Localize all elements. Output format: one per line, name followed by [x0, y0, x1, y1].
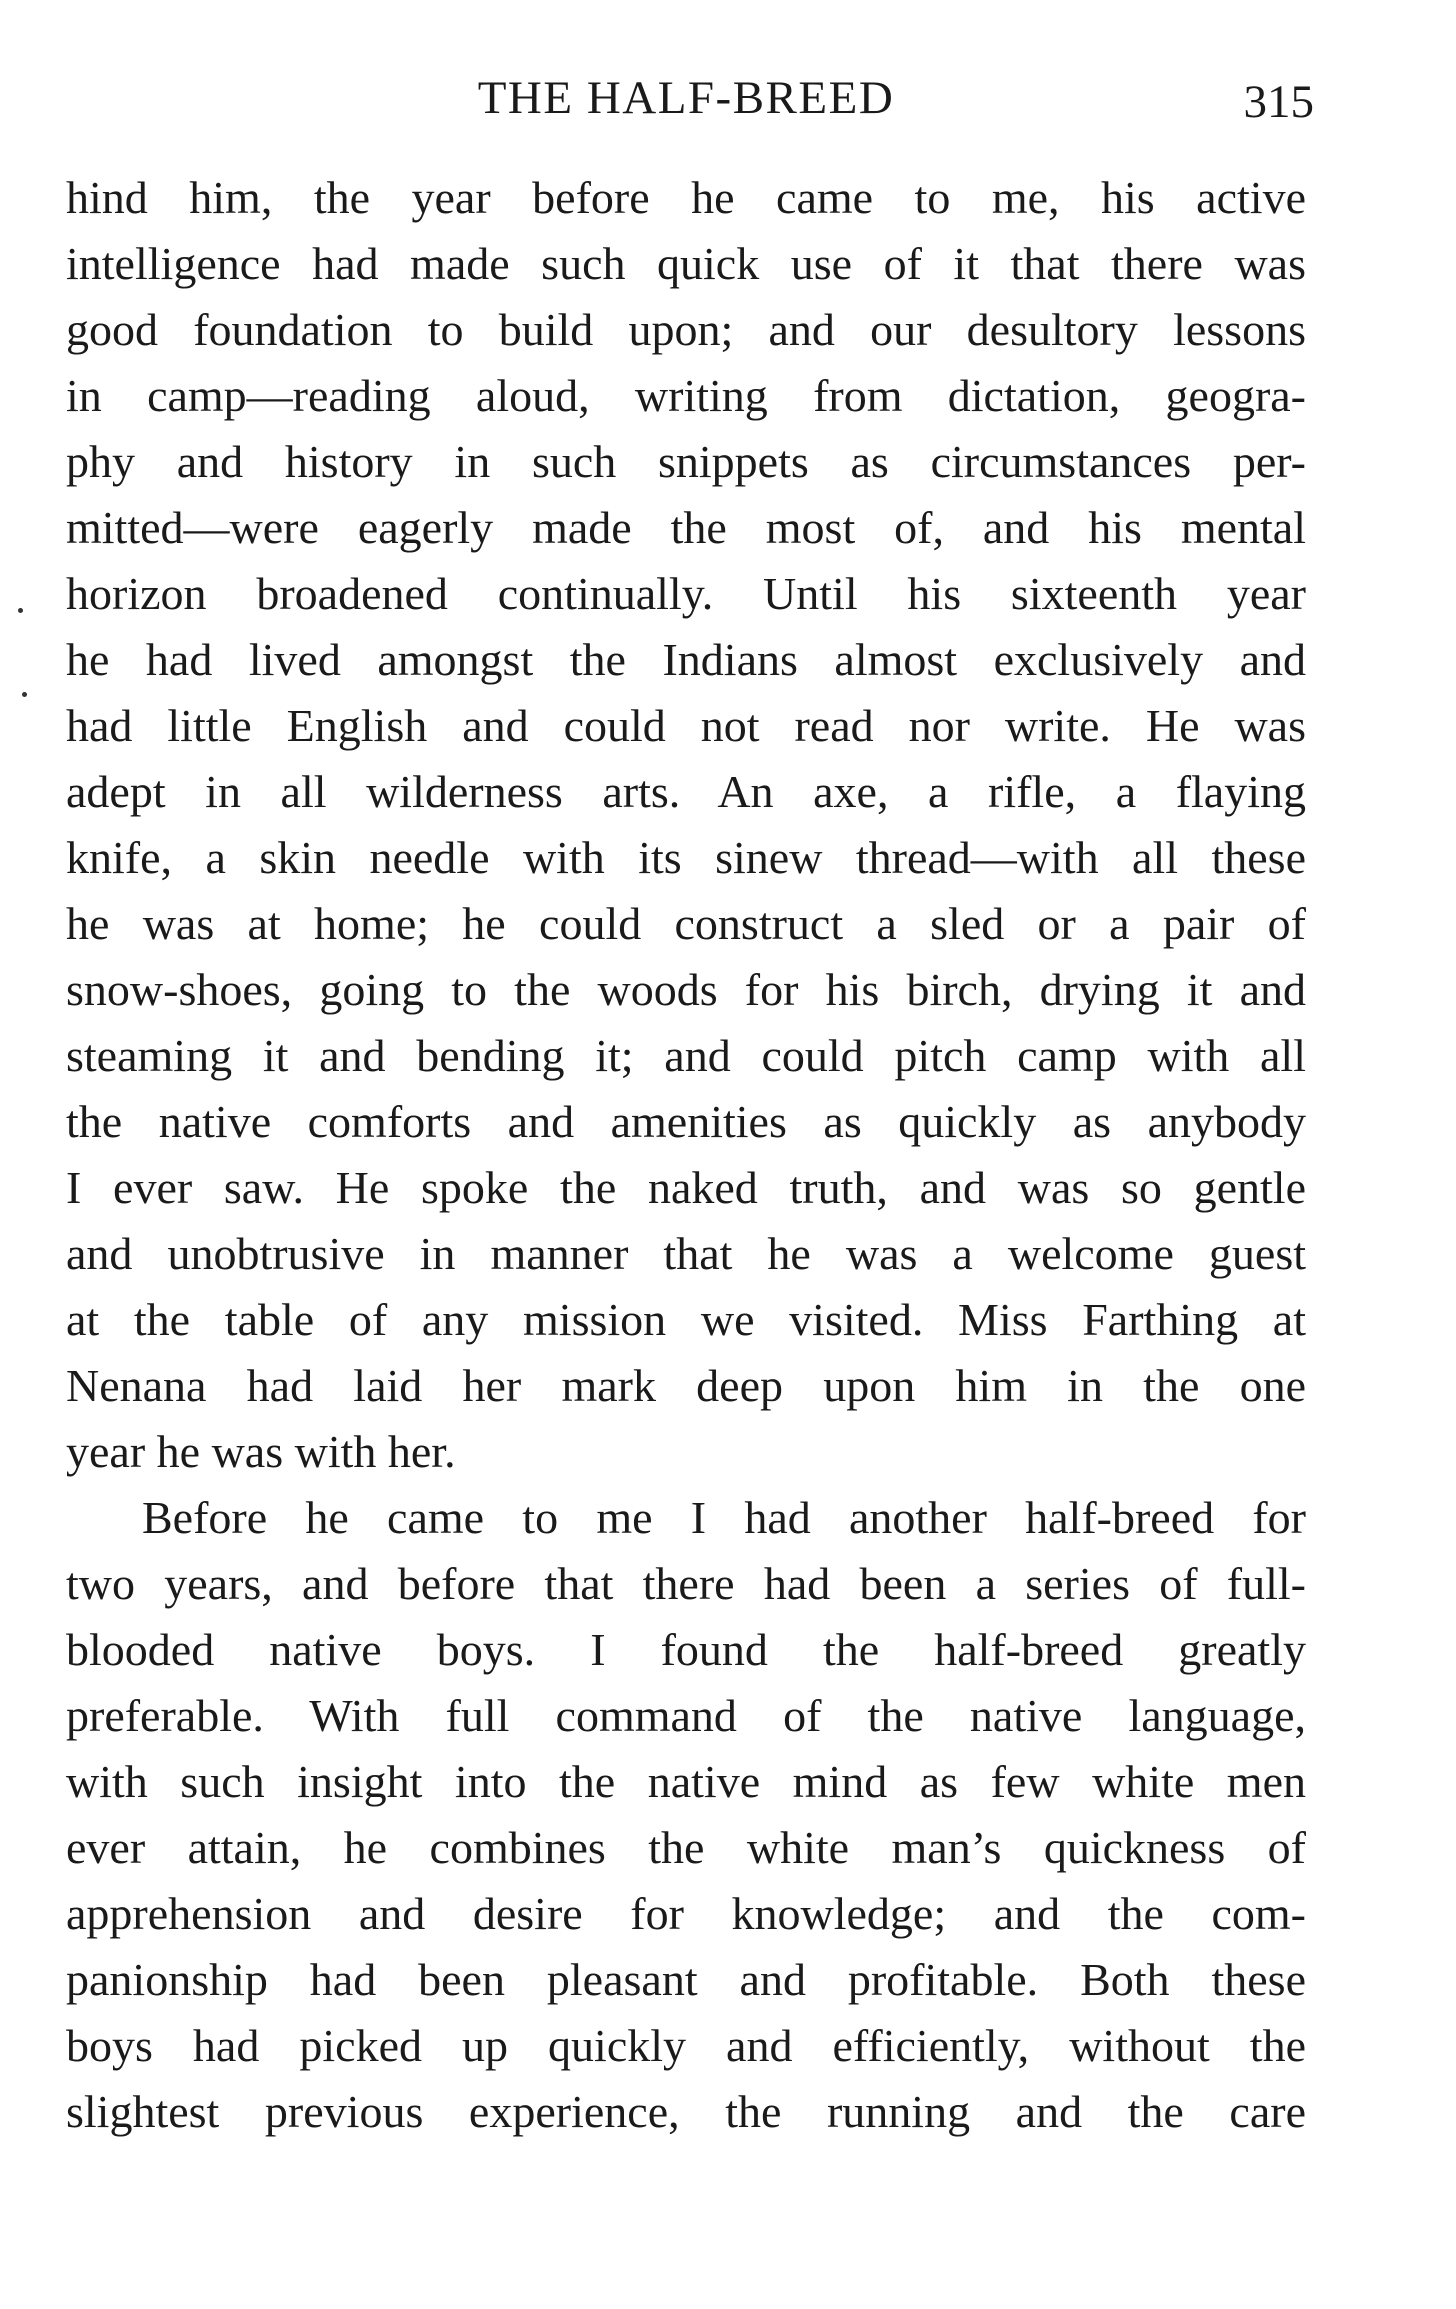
- scan-speck: [18, 608, 23, 613]
- text-line: good foundation to build upon; and our desultory lessons: [66, 304, 1306, 355]
- text-line: in camp—reading aloud, writing from dictation, geogra-: [66, 370, 1306, 421]
- text-line: ever attain, he combines the white man’s quickness of: [66, 1822, 1306, 1873]
- text-line: two years, and before that there had been a series of full-: [66, 1558, 1306, 1609]
- text-line: knife, a skin needle with its sinew thread—with all these: [66, 832, 1306, 883]
- text-line: horizon broadened continually. Until his sixteenth year: [66, 568, 1306, 619]
- text-line: Nenana had laid her mark deep upon him in the one: [66, 1360, 1306, 1411]
- text-line: he had lived amongst the Indians almost exclusively and: [66, 634, 1306, 685]
- paragraph: [66, 1485, 1306, 2145]
- page-header: [66, 68, 1314, 128]
- text-line: adept in all wilderness arts. An axe, a rifle, a flaying: [66, 766, 1306, 817]
- text-line: I ever saw. He spoke the naked truth, and was so gentle: [66, 1162, 1306, 1213]
- text-line: slightest previous experience, the running and the care: [66, 2086, 1306, 2137]
- text-line: had little English and could not read nor write. He was: [66, 700, 1306, 751]
- text-line: Before he came to me I had another half-breed for: [142, 1492, 1306, 1543]
- text-line: phy and history in such snippets as circumstances per-: [66, 436, 1306, 487]
- page-number: 315: [1243, 76, 1314, 128]
- text-line: preferable. With full command of the native language,: [66, 1690, 1306, 1741]
- text-line: panionship had been pleasant and profitable. Both these: [66, 1954, 1306, 2005]
- text-line: steaming it and bending it; and could pitch camp with all: [66, 1030, 1306, 1081]
- text-line: the native comforts and amenities as quickly as anybody: [66, 1096, 1306, 1147]
- text-line: blooded native boys. I found the half-breed greatly: [66, 1624, 1306, 1675]
- text-line: mitted—were eagerly made the most of, and his mental: [66, 502, 1306, 553]
- text-line: hind him, the year before he came to me, his active: [66, 172, 1306, 223]
- scan-speck: [22, 692, 27, 697]
- paragraph: [66, 165, 1306, 1485]
- text-line: apprehension and desire for knowledge; and the com-: [66, 1888, 1306, 1939]
- text-line: snow-shoes, going to the woods for his birch, drying it and: [66, 964, 1306, 1015]
- text-line: with such insight into the native mind as few white men: [66, 1756, 1306, 1807]
- text-line: intelligence had made such quick use of it that there was: [66, 238, 1306, 289]
- text-line: year he was with her.: [66, 1426, 456, 1477]
- text-line: at the table of any mission we visited. Miss Farthing at: [66, 1294, 1306, 1345]
- text-line: and unobtrusive in manner that he was a welcome guest: [66, 1228, 1306, 1279]
- body-text: [66, 165, 1306, 2145]
- running-title: THE HALF-BREED: [477, 72, 895, 124]
- text-line: he was at home; he could construct a sled or a pair of: [66, 898, 1306, 949]
- text-line: boys had picked up quickly and efficiently, without the: [66, 2020, 1306, 2071]
